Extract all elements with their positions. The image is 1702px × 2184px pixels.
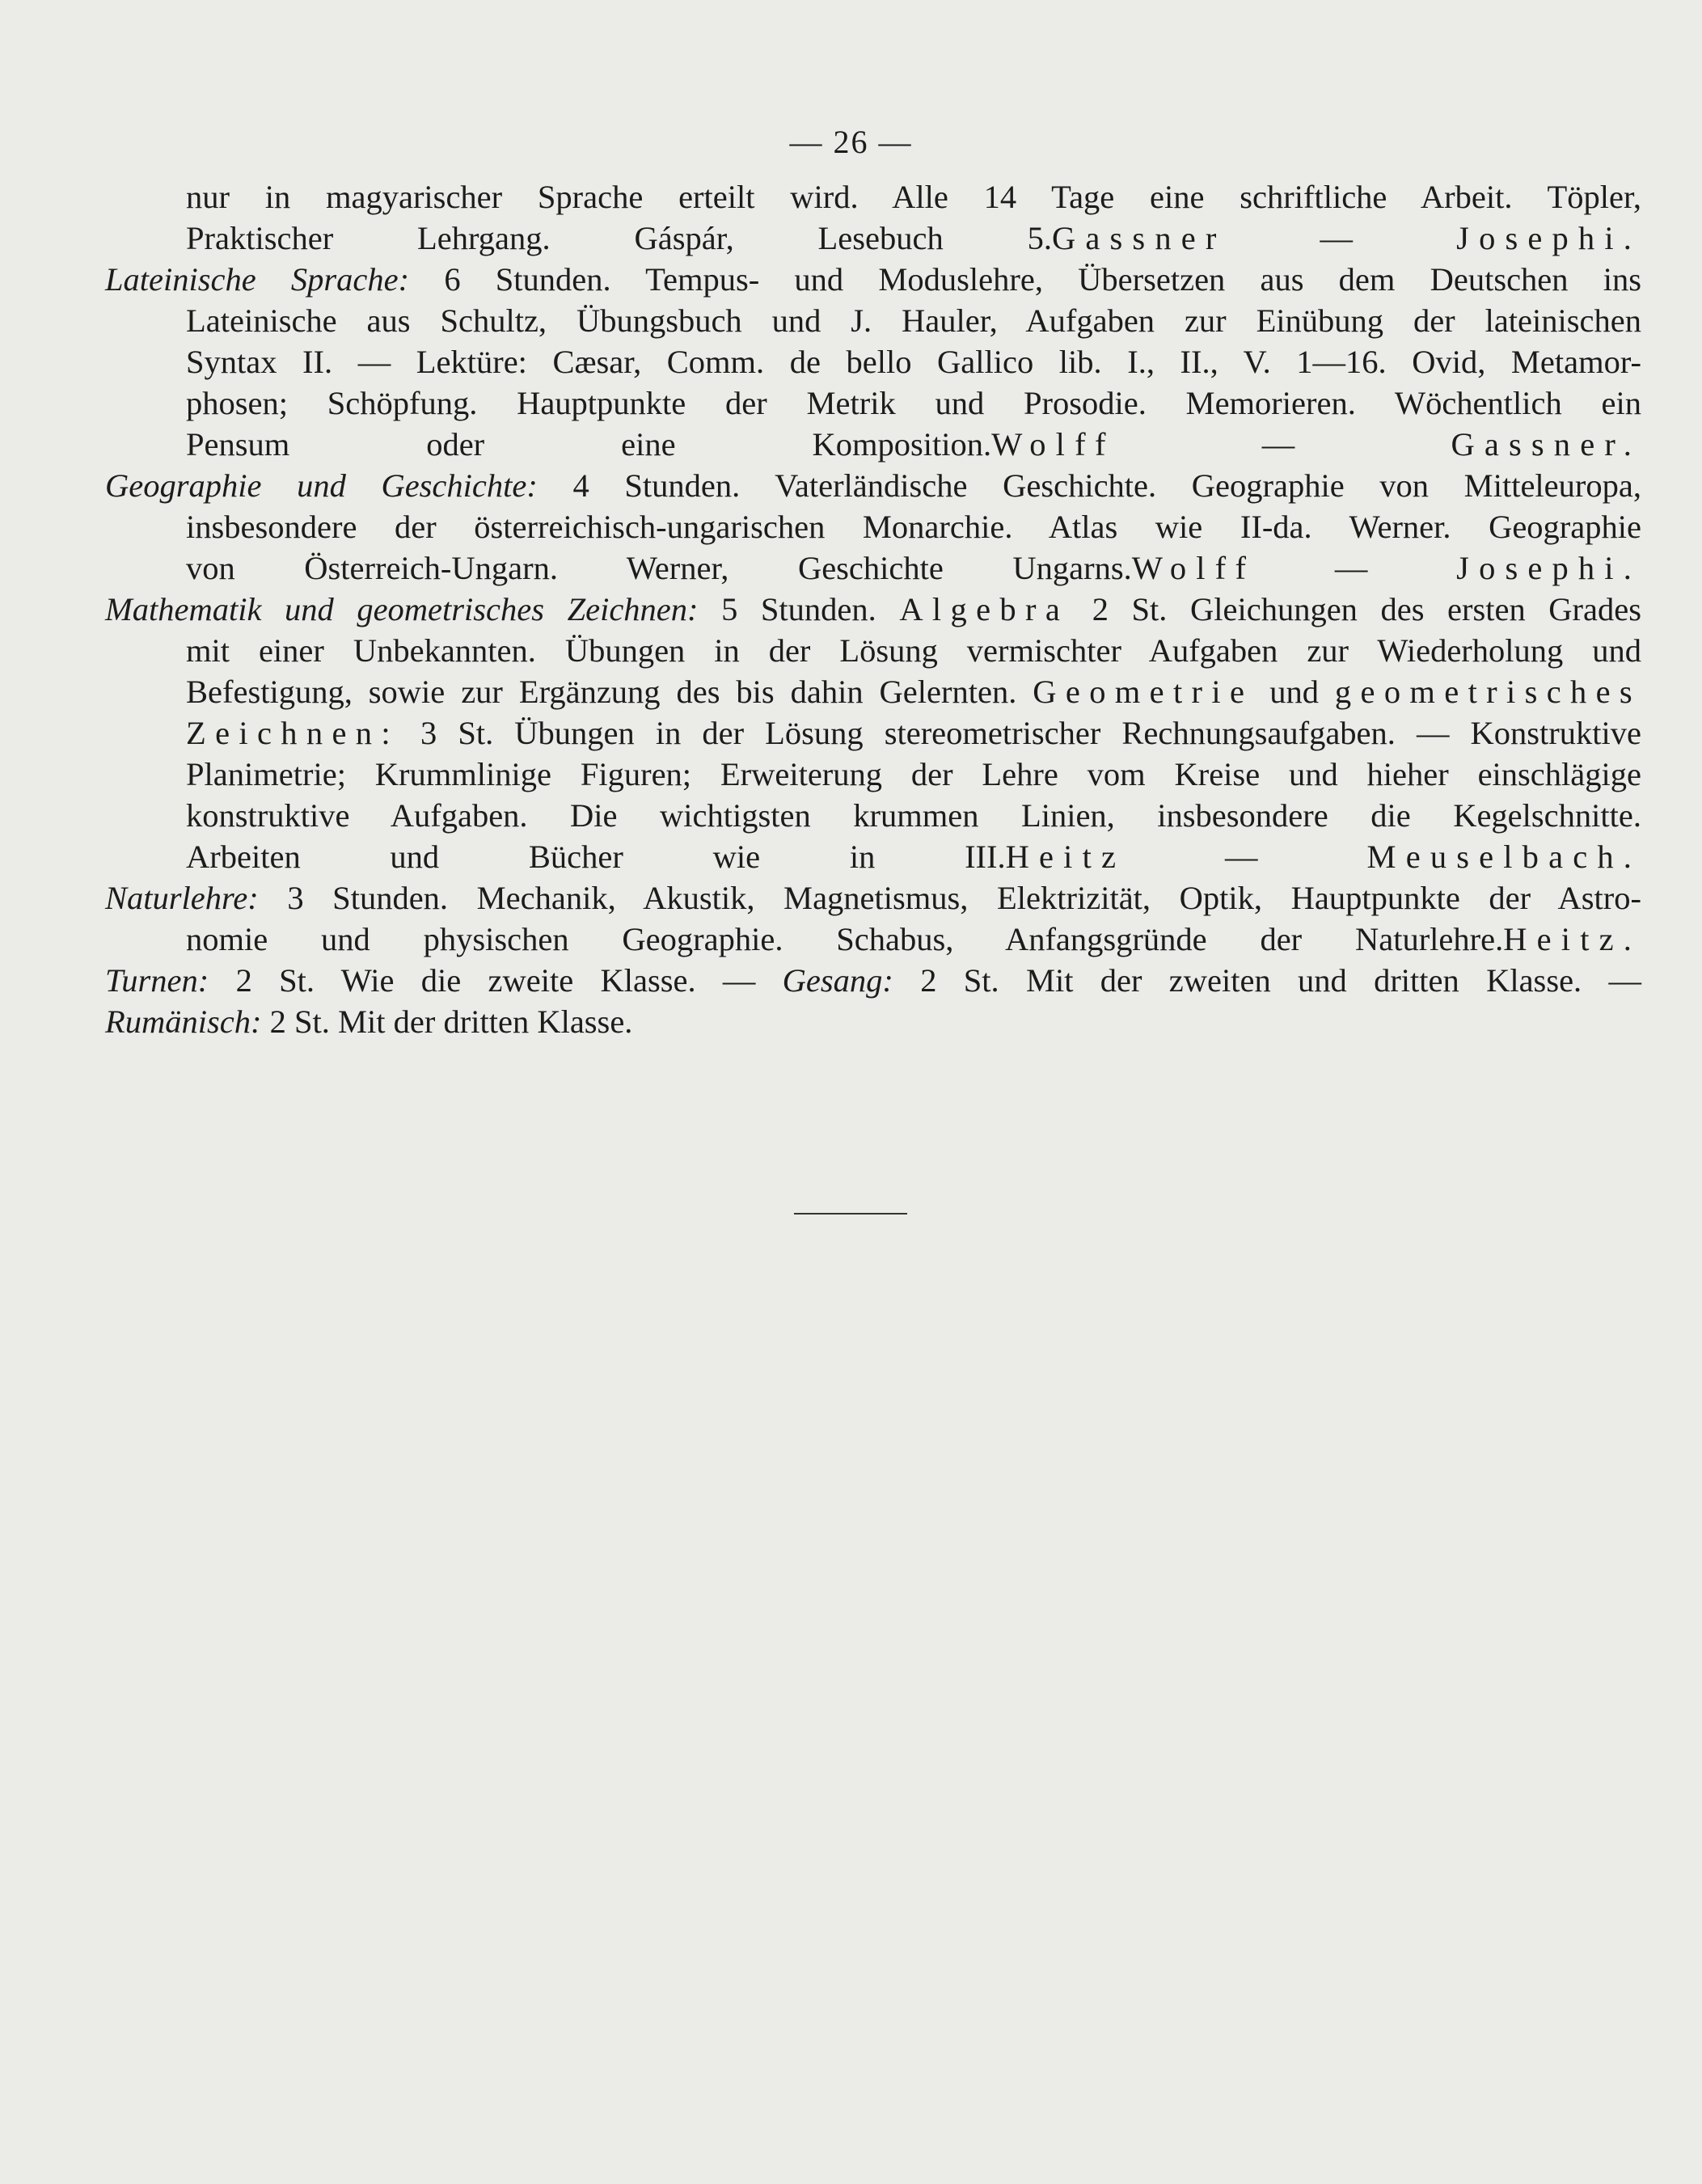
- text-segment: 2 St. Wie die zweite Klasse. —: [209, 962, 783, 999]
- text-line: [105, 341, 1641, 382]
- text-segment: Arbeiten und Bücher wie in III.: [186, 839, 1006, 875]
- subject-line: [105, 1001, 1641, 1042]
- section-divider: [794, 1213, 907, 1215]
- text-line: [105, 671, 1641, 712]
- text-segment: Syntax II. — Lektüre: Cæsar, Comm. de bello Gallico lib. I., II., V. 1—16. Ovid, Metamor-: [186, 344, 1641, 380]
- teacher-names: Heitz.: [1503, 921, 1641, 957]
- text-line: [105, 754, 1641, 795]
- page-number: — 26 —: [789, 124, 913, 160]
- text-segment: 2 St. Mit der dritten Klasse.: [261, 1003, 633, 1040]
- text-segment: 3 Stunden. Mechanik, Akustik, Magnetismus, Elektrizität, Optik, Hauptpunkte der Astro-: [258, 880, 1641, 916]
- text-segment: Praktischer Lehrgang. Gáspár, Lesebuch 5.: [186, 220, 1052, 256]
- text-line: [105, 424, 1641, 465]
- subject-heading: Rumänisch:: [105, 1003, 262, 1040]
- teacher-names: Heitz — Meuselbach.: [1005, 839, 1641, 875]
- spaced-term: Zeichnen:: [186, 715, 399, 751]
- text-line: [105, 176, 1641, 218]
- text-segment: nomie und physischen Geographie. Schabus, Anfangsgründe der Naturlehre.: [186, 921, 1504, 957]
- text-segment: Planimetrie; Krummlinige Figuren; Erweiterung der Lehre vom Kreise und hieher einschlägige: [186, 756, 1641, 792]
- spaced-term: Algebra: [899, 591, 1070, 627]
- text-segment: 3 St. Übungen in der Lösung stereometrischer Rechnungsaufgaben. — Konstruktive: [399, 715, 1641, 751]
- subject-heading: Geographie und Geschichte:: [105, 467, 538, 504]
- text-line: [105, 836, 1641, 877]
- text-line: [105, 300, 1641, 341]
- teacher-names: Wolff — Josephi.: [1131, 550, 1641, 586]
- text-segment: phosen; Schöpfung. Hauptpunkte der Metrik und Prosodie. Memorieren. Wöchentlich ein: [186, 385, 1641, 421]
- text-segment: und: [1253, 674, 1335, 710]
- text-segment: 5 Stunden.: [698, 591, 900, 627]
- text-segment: insbesondere der österreichisch-ungarischen Monarchie. Atlas wie II-da. Werner. Geographie: [186, 509, 1641, 545]
- spaced-term: Geometrie: [1033, 674, 1254, 710]
- subject-heading: Naturlehre:: [105, 880, 259, 916]
- subject-line: [105, 877, 1641, 919]
- text-segment: konstruktive Aufgaben. Die wichtigsten krummen Linien, insbesondere die Kegelschnitte.: [186, 797, 1641, 834]
- subject-line: [105, 259, 1641, 300]
- subject-heading: Mathematik und geometrisches Zeichnen:: [105, 591, 699, 627]
- text-segment: nur in magyarischer Sprache erteilt wird. Alle 14 Tage eine schriftliche Arbeit. Töpler,: [186, 179, 1641, 215]
- subject-heading: Gesang:: [782, 962, 893, 999]
- text-line: [105, 506, 1641, 547]
- teacher-names: Gassner — Josephi.: [1051, 220, 1641, 256]
- text-segment: 2 St. Mit der zweiten und dritten Klasse. —: [893, 962, 1641, 999]
- subject-line: [105, 589, 1641, 630]
- subject-line: [105, 465, 1641, 506]
- text-segment: von Österreich-Ungarn. Werner, Geschichte Ungarns.: [186, 550, 1132, 586]
- text-segment: Lateinische aus Schultz, Übungsbuch und J. Hauler, Aufgaben zur Einübung der lateinischen: [186, 302, 1641, 339]
- text-line: [105, 630, 1641, 671]
- text-segment: Pensum oder eine Komposition.: [186, 426, 992, 463]
- text-line: [105, 795, 1641, 836]
- text-line: [105, 712, 1641, 754]
- text-segment: 4 Stunden. Vaterländische Geschichte. Geographie von Mitteleuropa,: [537, 467, 1641, 504]
- text-segment: mit einer Unbekannten. Übungen in der Lösung vermischter Aufgaben zur Wiederholung und: [186, 632, 1641, 669]
- text-line: [105, 382, 1641, 424]
- text-body: [105, 176, 1641, 1042]
- text-segment: 6 Stunden. Tempus- und Moduslehre, Übersetzen aus dem Deutschen ins: [409, 261, 1641, 298]
- text-segment: 2 St. Gleichungen des ersten Grades: [1069, 591, 1641, 627]
- text-segment: Befestigung, sowie zur Ergänzung des bis dahin Gelernten.: [186, 674, 1033, 710]
- subject-heading: Turnen:: [105, 962, 209, 999]
- text-line: [105, 919, 1641, 960]
- subject-line: [105, 960, 1641, 1001]
- spaced-term: geometrisches: [1334, 674, 1642, 710]
- teacher-names: Wolff — Gassner.: [991, 426, 1641, 463]
- text-line: [105, 218, 1641, 259]
- text-line: [105, 547, 1641, 589]
- subject-heading: Lateinische Sprache:: [105, 261, 410, 298]
